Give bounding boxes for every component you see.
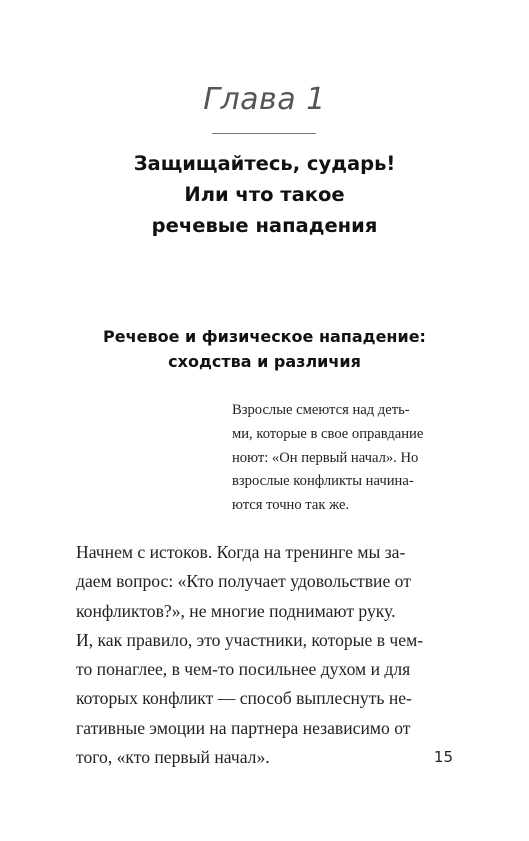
epigraph xyxy=(232,399,462,518)
chapter-title xyxy=(40,148,489,241)
chapter-title-line: Или что такое xyxy=(184,183,345,206)
epigraph-line: ются точно так же. xyxy=(232,497,350,514)
body-line: даем вопрос: «Кто получает удовольствие от xyxy=(76,571,411,592)
chapter-label: Глава 1 xyxy=(203,82,326,117)
chapter-divider xyxy=(212,133,316,134)
section-title-line: сходства и различия xyxy=(168,352,361,371)
body-line: И, как правило, это участники, которые в чем- xyxy=(76,629,424,650)
body-line: гативные эмоции на партнера независимо от xyxy=(76,717,411,738)
chapter-title-line: речевые нападения xyxy=(151,214,378,237)
epigraph-line: взрослые конфликты начина- xyxy=(232,473,414,490)
body-line: конфликтов?», не многие поднимают руку. xyxy=(76,600,396,621)
epigraph-line: ми, которые в свое оправдание xyxy=(232,425,424,442)
page-number: 15 xyxy=(433,748,453,766)
epigraph-line: ноют: «Он первый начал». Но xyxy=(232,449,419,466)
body-paragraph xyxy=(76,538,466,772)
epigraph-line: Взрослые смеются над деть- xyxy=(232,402,410,418)
body-line: Начнем с истоков. Когда на тренинге мы за- xyxy=(76,542,406,562)
section-title-line: Речевое и физическое нападение: xyxy=(103,327,426,346)
body-line: того, «кто первый начал». xyxy=(76,747,270,768)
body-line: которых конфликт — способ выплеснуть не- xyxy=(76,688,412,709)
section-title xyxy=(40,324,489,374)
body-line: то понаглее, в чем-то посильнее духом и для xyxy=(76,659,411,680)
chapter-title-line: Защищайтесь, сударь! xyxy=(133,152,396,175)
